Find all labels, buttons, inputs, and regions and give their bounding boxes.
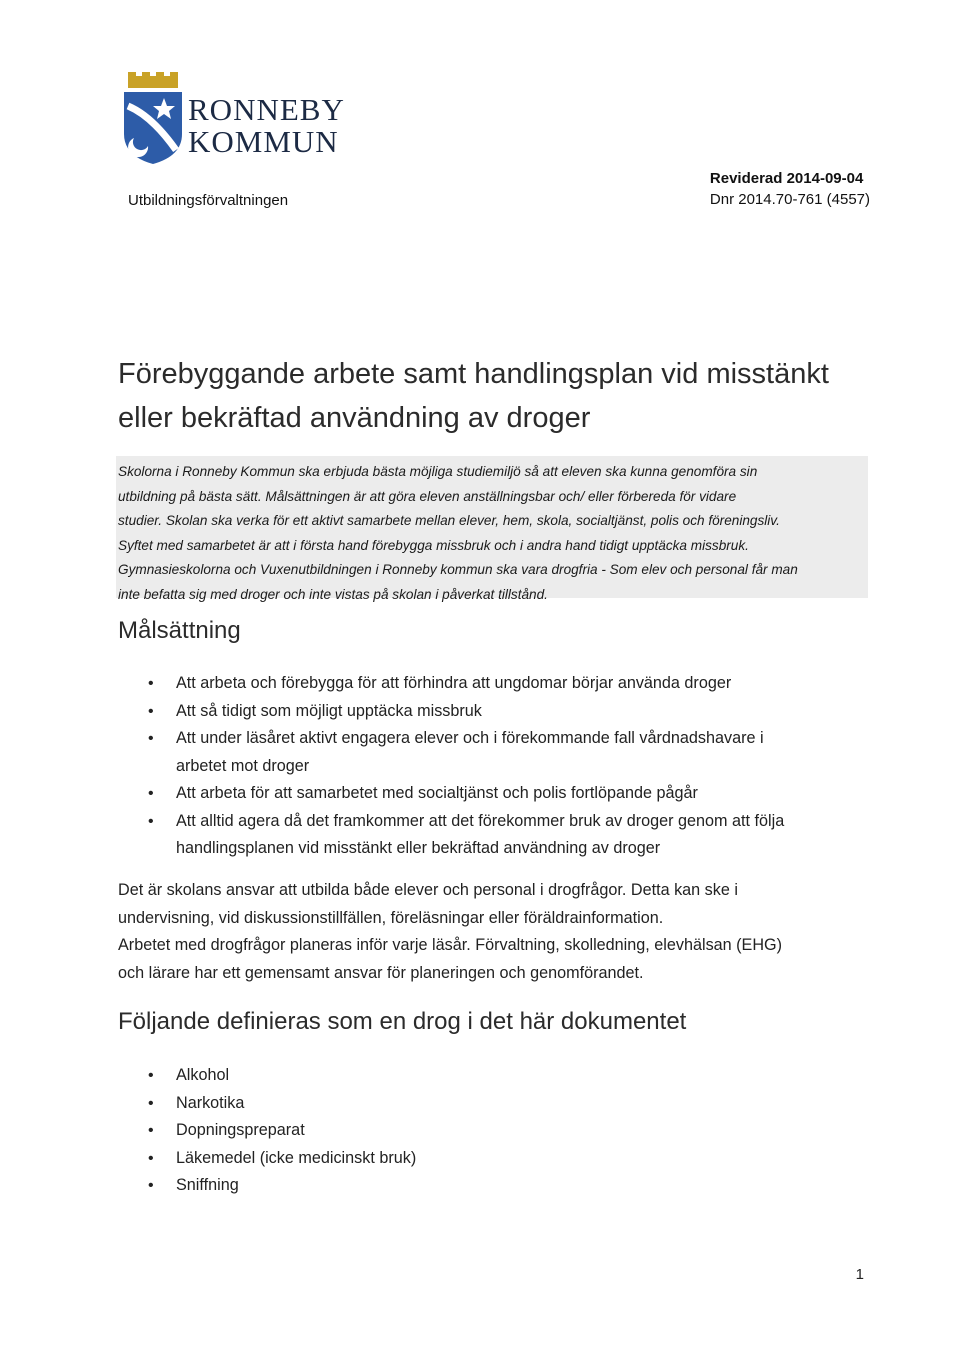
coat-of-arms-icon [122, 72, 184, 164]
paragraph-line: och lärare har ett gemensamt ansvar för planeringen och genomförandet. [118, 963, 644, 982]
page-number: 1 [855, 1266, 864, 1283]
ronneby-kommun-logo [122, 72, 362, 164]
intro-line: Skolorna i Ronneby Kommun ska erbjuda bästa möjliga studiemiljö så att eleven ska kunna genomföra sin [118, 464, 758, 479]
list-item-text: • Att arbeta för att samarbetet med socialtjänst och polis fortlöpande pågår [176, 784, 698, 802]
intro-line: utbildning på bästa sätt. Målsättningen är att göra eleven anställningsbar och/ eller förbereda för vidare [118, 488, 737, 504]
paragraph-planning [118, 932, 868, 987]
list-item-text: handlingsplanen vid misstänkt eller bekräftad användning av droger [176, 839, 661, 857]
list-item-text: • Narkotika [176, 1093, 245, 1112]
list-item-text: • Dopningspreparat [176, 1121, 305, 1139]
list-item [148, 1062, 548, 1090]
intro-line: Gymnasieskolorna och Vuxenutbildningen i Ronneby kommun ska vara drogfria - Som elev och personal får man [118, 562, 798, 577]
drug-definitions-list [148, 1062, 548, 1200]
paragraph-line: Arbetet med drogfrågor planeras inför varje läsår. Förvaltning, skolledning, elevhälsan (EHG) [118, 936, 783, 954]
paragraph-line: undervisning, vid diskussionstillfällen, föreläsningar eller föräldrainformation. [118, 908, 664, 927]
list-item-text: • Att arbeta och förebygga för att förhindra att ungdomar börjar använda droger [176, 674, 732, 692]
list-item [148, 1090, 548, 1118]
revised-date: Reviderad 2014-09-04 [709, 170, 864, 187]
section-heading-goals: Målsättning [118, 617, 241, 644]
title-line: Förebyggande arbete samt handlingsplan vid misstänkt [118, 358, 829, 390]
paragraph-line: Det är skolans ansvar att utbilda både elever och personal i drogfrågor. Detta kan ske i [118, 881, 738, 899]
logo-text-ronneby: RONNEBY [188, 92, 345, 127]
list-item [148, 670, 888, 698]
list-item [148, 1145, 548, 1173]
diary-number: Dnr 2014.70-761 (4557) [709, 191, 870, 208]
department-name: Utbildningsförvaltningen [128, 192, 289, 209]
list-item [148, 808, 888, 863]
list-item [148, 780, 888, 808]
intro-line: Syftet med samarbetet är att i första hand förebygga missbruk och i andra hand tidigt upptäcka missbruk. [118, 537, 749, 553]
list-item [148, 1172, 548, 1200]
intro-line: inte befatta sig med droger och inte vistas på skolan i påverkat tillstånd. [118, 586, 548, 602]
goals-list [148, 670, 888, 863]
logo-text-kommun: KOMMUN [188, 124, 339, 159]
list-item-text: • Att så tidigt som möjligt upptäcka missbruk [176, 701, 482, 720]
list-item [148, 1117, 548, 1145]
list-item-text: • Sniffning [176, 1176, 239, 1194]
list-item-text: • Alkohol [176, 1066, 230, 1084]
list-item-text: • Att under läsåret aktivt engagera elever och i förekommande fall vårdnadshavare i [176, 729, 764, 747]
paragraph-responsibility [118, 877, 868, 932]
document-meta [710, 170, 870, 208]
intro-box [116, 456, 868, 602]
title-line: eller bekräftad användning av droger [118, 402, 591, 434]
list-item [148, 698, 888, 726]
document-title [118, 352, 878, 440]
list-item-text: • Att alltid agera då det framkommer att det förekommer bruk av droger genom att följa [176, 811, 785, 830]
section-heading-definitions: Följande definieras som en drog i det här dokumentet [118, 1008, 687, 1035]
list-item-text: arbetet mot droger [176, 756, 310, 775]
list-item-text: • Läkemedel (icke medicinskt bruk) [176, 1148, 417, 1167]
list-item [148, 725, 888, 780]
intro-line: studier. Skolan ska verka för ett aktivt samarbete mellan elever, hem, skola, socialtjänst, polis och föreningsliv. [118, 513, 780, 528]
